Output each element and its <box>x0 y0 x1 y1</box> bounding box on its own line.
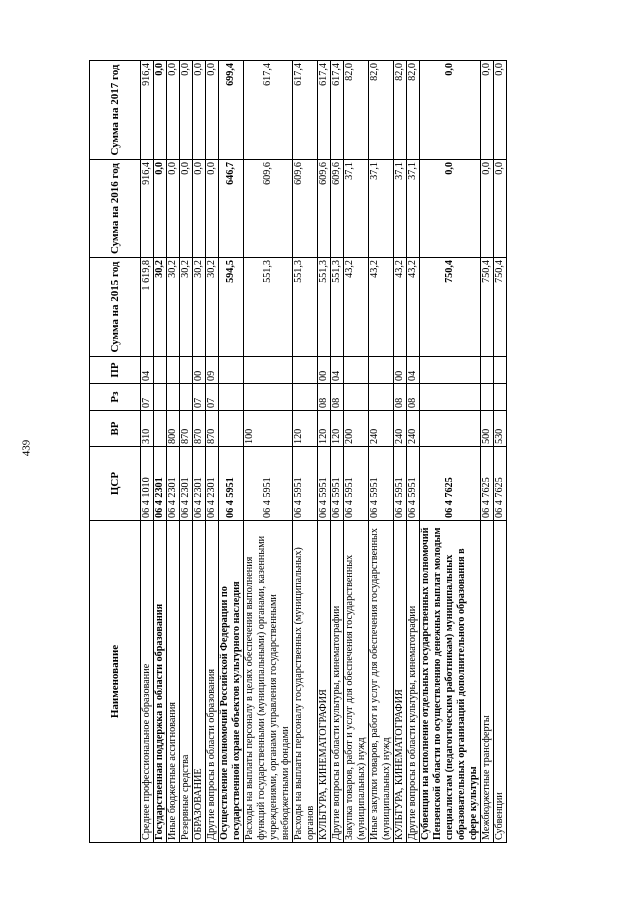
cell-vr: 120 <box>293 411 318 447</box>
cell-rz: 08 <box>318 384 331 411</box>
header-pr: ПР <box>90 357 141 384</box>
cell-csr: 06 4 5951 <box>331 447 344 521</box>
cell-pr <box>344 357 369 384</box>
cell-vr: 240 <box>407 411 420 447</box>
cell-sum-2015: 750,4 <box>494 258 507 357</box>
cell-vr: 870 <box>180 411 193 447</box>
cell-pr <box>219 357 244 384</box>
cell-sum-2015: 1 619,8 <box>141 258 154 357</box>
cell-vr: 100 <box>244 411 293 447</box>
cell-sum-2015: 30,2 <box>206 258 219 357</box>
cell-sum-2017: 0,0 <box>494 61 507 160</box>
cell-sum-2015: 551,3 <box>331 258 344 357</box>
cell-rz: 08 <box>407 384 420 411</box>
cell-pr <box>494 357 507 384</box>
cell-pr: 04 <box>141 357 154 384</box>
cell-sum-2015: 30,2 <box>167 258 180 357</box>
cell-name: Другие вопросы в области образования <box>206 521 219 843</box>
cell-csr: 06 4 7625 <box>481 447 494 521</box>
cell-vr: 120 <box>318 411 331 447</box>
cell-sum-2017: 0,0 <box>167 61 180 160</box>
cell-csr: 06 4 5951 <box>394 447 407 521</box>
cell-name: Среднее профессиональное образование <box>141 521 154 843</box>
cell-rz <box>420 384 481 411</box>
cell-sum-2016: 609,6 <box>293 160 318 258</box>
header-csr: ЦСР <box>90 447 141 521</box>
cell-csr: 06 4 5951 <box>369 447 394 521</box>
cell-csr: 06 4 5951 <box>407 447 420 521</box>
cell-pr: 09 <box>206 357 219 384</box>
cell-sum-2016: 0,0 <box>206 160 219 258</box>
cell-vr: 500 <box>481 411 494 447</box>
cell-vr <box>219 411 244 447</box>
cell-sum-2015: 551,3 <box>318 258 331 357</box>
cell-sum-2016: 37,1 <box>369 160 394 258</box>
table-row <box>141 61 154 843</box>
cell-sum-2016: 916,4 <box>141 160 154 258</box>
table-body <box>141 61 507 843</box>
table-header-row <box>90 61 141 843</box>
cell-sum-2016: 37,1 <box>407 160 420 258</box>
cell-name: Межбюджетные трансферты <box>481 521 494 843</box>
cell-name: Иные бюджетные ассигнования <box>167 521 180 843</box>
cell-vr <box>154 411 167 447</box>
header-sum-2016: Сумма на 2016 год <box>90 160 141 258</box>
cell-sum-2015: 30,2 <box>154 258 167 357</box>
cell-name: Резервные средства <box>180 521 193 843</box>
header-sum-2017: Сумма на 2017 год <box>90 61 141 160</box>
cell-rz <box>293 384 318 411</box>
header-rz: Рз <box>90 384 141 411</box>
header-sum-2015: Сумма на 2015 год <box>90 258 141 357</box>
cell-name: Расходы на выплаты персоналу государственных (муниципальных) органов <box>293 521 318 843</box>
cell-rz: 07 <box>206 384 219 411</box>
cell-csr: 06 4 2301 <box>154 447 167 521</box>
cell-sum-2015: 43,2 <box>407 258 420 357</box>
cell-sum-2015: 551,3 <box>293 258 318 357</box>
cell-sum-2017: 617,4 <box>331 61 344 160</box>
cell-sum-2016: 0,0 <box>154 160 167 258</box>
cell-sum-2016: 646,7 <box>219 160 244 258</box>
cell-vr <box>420 411 481 447</box>
cell-rz: 08 <box>394 384 407 411</box>
table-row <box>193 61 206 843</box>
cell-sum-2017: 0,0 <box>180 61 193 160</box>
header-name: Наименование <box>90 521 141 843</box>
cell-rz <box>244 384 293 411</box>
table-row <box>407 61 420 843</box>
cell-pr: 04 <box>407 357 420 384</box>
cell-vr: 870 <box>206 411 219 447</box>
cell-name: КУЛЬТУРА, КИНЕМАТОГРАФИЯ <box>394 521 407 843</box>
cell-sum-2017: 0,0 <box>206 61 219 160</box>
cell-sum-2016: 0,0 <box>180 160 193 258</box>
cell-pr <box>420 357 481 384</box>
cell-sum-2017: 0,0 <box>193 61 206 160</box>
cell-sum-2017: 0,0 <box>481 61 494 160</box>
cell-vr: 200 <box>344 411 369 447</box>
cell-csr: 06 4 5951 <box>244 447 293 521</box>
cell-sum-2015: 594,5 <box>219 258 244 357</box>
cell-sum-2015: 43,2 <box>344 258 369 357</box>
cell-sum-2017: 0,0 <box>154 61 167 160</box>
cell-rz <box>219 384 244 411</box>
cell-pr <box>154 357 167 384</box>
cell-sum-2017: 617,4 <box>244 61 293 160</box>
cell-pr: 00 <box>318 357 331 384</box>
cell-name: ОБРАЗОВАНИЕ <box>193 521 206 843</box>
table-row <box>244 61 293 843</box>
table-row <box>420 61 481 843</box>
cell-pr <box>244 357 293 384</box>
cell-sum-2016: 0,0 <box>481 160 494 258</box>
table-row <box>167 61 180 843</box>
cell-csr: 06 4 2301 <box>206 447 219 521</box>
cell-sum-2017: 617,4 <box>293 61 318 160</box>
cell-pr: 00 <box>193 357 206 384</box>
cell-csr: 06 4 2301 <box>180 447 193 521</box>
cell-sum-2017: 82,0 <box>344 61 369 160</box>
cell-sum-2016: 37,1 <box>344 160 369 258</box>
cell-sum-2015: 551,3 <box>244 258 293 357</box>
cell-sum-2016: 609,6 <box>244 160 293 258</box>
cell-name: Осуществление полномочий Российской Федерации по государственной охране объектов культурного наследия <box>219 521 244 843</box>
table-row <box>369 61 394 843</box>
cell-sum-2015: 43,2 <box>369 258 394 357</box>
cell-csr: 06 4 1010 <box>141 447 154 521</box>
header-vr: ВР <box>90 411 141 447</box>
page-number: 439 <box>20 439 33 457</box>
cell-rz <box>154 384 167 411</box>
table-row <box>394 61 407 843</box>
cell-vr: 240 <box>394 411 407 447</box>
cell-sum-2016: 0,0 <box>167 160 180 258</box>
cell-name: Государственная поддержка в области образования <box>154 521 167 843</box>
cell-name: Иные закупки товаров, работ и услуг для обеспечения государственных (муниципальных) нужд <box>369 521 394 843</box>
cell-sum-2016: 0,0 <box>494 160 507 258</box>
cell-vr: 310 <box>141 411 154 447</box>
cell-sum-2017: 916,4 <box>141 61 154 160</box>
table-row <box>344 61 369 843</box>
cell-sum-2017: 82,0 <box>394 61 407 160</box>
cell-rz <box>481 384 494 411</box>
cell-vr: 530 <box>494 411 507 447</box>
cell-sum-2017: 82,0 <box>407 61 420 160</box>
cell-sum-2015: 30,2 <box>193 258 206 357</box>
cell-vr: 870 <box>193 411 206 447</box>
cell-pr: 04 <box>331 357 344 384</box>
table-row <box>318 61 331 843</box>
cell-rz: 07 <box>193 384 206 411</box>
table-row <box>219 61 244 843</box>
table-row <box>206 61 219 843</box>
cell-pr <box>167 357 180 384</box>
cell-name: Другие вопросы в области культуры, кинематографии <box>331 521 344 843</box>
cell-rz <box>180 384 193 411</box>
table-row <box>331 61 344 843</box>
cell-sum-2016: 0,0 <box>420 160 481 258</box>
cell-pr <box>481 357 494 384</box>
cell-vr: 800 <box>167 411 180 447</box>
table-row <box>481 61 494 843</box>
cell-pr: 00 <box>394 357 407 384</box>
cell-rz: 07 <box>141 384 154 411</box>
cell-rz: 08 <box>331 384 344 411</box>
cell-sum-2015: 750,4 <box>420 258 481 357</box>
cell-rz <box>167 384 180 411</box>
cell-csr: 06 4 2301 <box>167 447 180 521</box>
cell-sum-2017: 82,0 <box>369 61 394 160</box>
cell-csr: 06 4 5951 <box>344 447 369 521</box>
cell-csr: 06 4 5951 <box>318 447 331 521</box>
cell-pr <box>369 357 394 384</box>
cell-csr: 06 4 5951 <box>219 447 244 521</box>
cell-sum-2017: 617,4 <box>318 61 331 160</box>
cell-name: Субвенции <box>494 521 507 843</box>
cell-csr: 06 4 7625 <box>420 447 481 521</box>
cell-csr: 06 4 5951 <box>293 447 318 521</box>
cell-csr: 06 4 2301 <box>193 447 206 521</box>
cell-sum-2017: 699,4 <box>219 61 244 160</box>
cell-csr: 06 4 7625 <box>494 447 507 521</box>
cell-sum-2015: 30,2 <box>180 258 193 357</box>
cell-pr <box>293 357 318 384</box>
cell-sum-2016: 609,6 <box>318 160 331 258</box>
cell-name: Другие вопросы в области культуры, кинематографии <box>407 521 420 843</box>
table-row <box>154 61 167 843</box>
cell-pr <box>180 357 193 384</box>
table-row <box>293 61 318 843</box>
cell-vr: 120 <box>331 411 344 447</box>
budget-table <box>89 60 507 843</box>
cell-rz <box>494 384 507 411</box>
cell-rz <box>369 384 394 411</box>
cell-name: Закупка товаров, работ и услуг для обеспечения государственных (муниципальных) нужд <box>344 521 369 843</box>
cell-sum-2016: 0,0 <box>193 160 206 258</box>
cell-rz <box>344 384 369 411</box>
cell-sum-2015: 750,4 <box>481 258 494 357</box>
table-row <box>180 61 193 843</box>
budget-table-rotated <box>89 61 571 843</box>
table-row <box>494 61 507 843</box>
cell-sum-2016: 37,1 <box>394 160 407 258</box>
cell-sum-2016: 609,6 <box>331 160 344 258</box>
cell-name: Субвенции на исполнение отдельных государственных полномочий Пензенской области по осуществлению денежных выплат молодым специалистам (педагогическим работникам) муниципальных образовательных организаций дополнительного образования в сфере культуры <box>420 521 481 843</box>
cell-sum-2015: 43,2 <box>394 258 407 357</box>
cell-sum-2017: 0,0 <box>420 61 481 160</box>
cell-vr: 240 <box>369 411 394 447</box>
cell-name: КУЛЬТУРА, КИНЕМАТОГРАФИЯ <box>318 521 331 843</box>
cell-name: Расходы на выплаты персоналу в целях обеспечения выполнения функций государственными (муниципальными) органами, казенными учреждениями, органами управления государственными внебюджетными фондами <box>244 521 293 843</box>
